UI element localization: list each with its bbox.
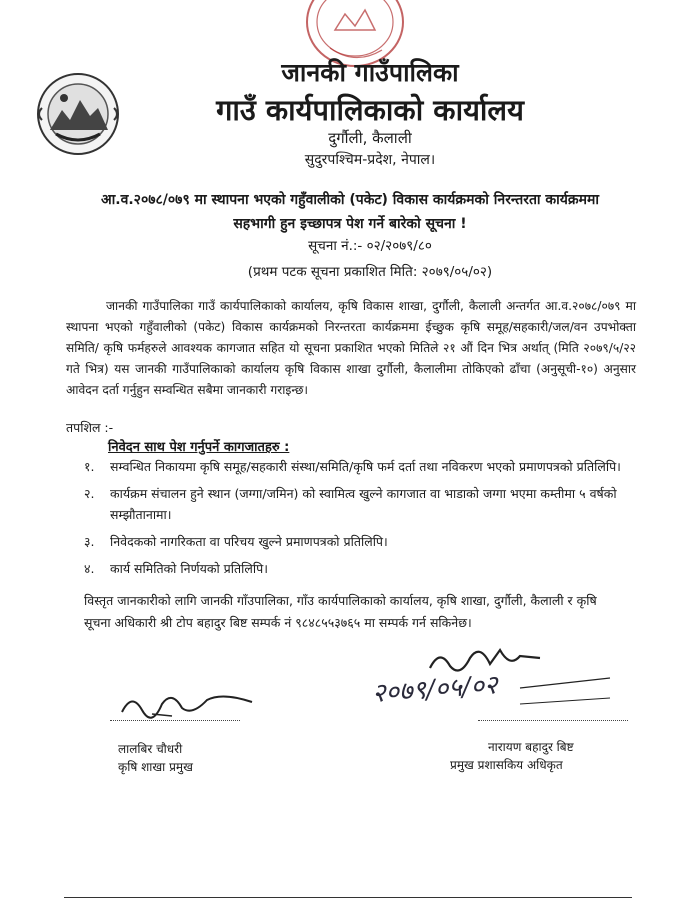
province-line: सुदुरपश्चिम-प्रदेश, नेपाल। — [304, 152, 436, 168]
office-address: दुर्गौली, कैलाली — [328, 129, 412, 147]
list-item-text: निवेदकको नागरिकता वा परिचय खुल्ने प्रमाणपत्रको प्रतिलिपि। — [110, 534, 388, 549]
left-signature-line — [110, 720, 240, 721]
documents-list — [84, 456, 644, 585]
left-signatory-title: कृषि शाखा प्रमुख — [118, 760, 193, 774]
details-label: तपशिल :- — [66, 420, 114, 435]
subject-line-2: सहभागी हुन इच्छापत्र पेश गर्ने बारेको सूचना ! — [233, 216, 467, 232]
notice-body: जानकी गाउँपालिका गाउँ कार्यपालिकाको कार्यालय, कृषि विकास शाखा, दुर्गौली, कैलाली अन्तर्गत आ.व.२०७८/०७९ मा स्थापना भएको गहुँवालीको (पकेट) विकास कार्यक्रमको निरन्तरता कार्यक्रममा ईच्छुक कृषि समूह/सहकारी/जल/वन उपभोक्ता समिति/ कृषि फर्महरुले आवश्यक कागजात सहित यो सूचना प्रकाशित भएको मितिले २१ औं दिन भित्र अर्थात् (मिति २०७९/५/२२ गते भित्र) यस जानकी गाउँपालिकाको कार्यालय कृषि विकास शाखा दुर्गौली, कैलालीमा तोकिएको ढाँचा (अनुसूची-१०) अनुसार आवेदन दर्ता गर्नुहुन सम्वन्धित सबैमा जानकारी गराइन्छ। — [66, 299, 636, 397]
left-signatory-name: लालबिर चौधरी — [118, 742, 183, 756]
list-item-text: कार्यक्रम संचालन हुने स्थान (जग्गा/जमिन) को स्वामित्व खुल्ने कागजात वा भाडाको जग्गा भएमा कम्तीमा ५ वर्षको सम्झौतानामा। — [110, 486, 617, 522]
list-item — [84, 456, 644, 477]
list-item — [84, 531, 644, 552]
right-signatory-title: प्रमुख प्रशासकिय अधिकृत — [450, 758, 563, 772]
list-item — [84, 483, 644, 525]
list-item — [84, 558, 644, 579]
list-item-text: सम्वन्धित निकायमा कृषि समूह/सहकारी संस्था/समिति/कृषि फर्म दर्ता तथा नविकरण भएको प्रमाणपत्रको प्रतिलिपि। — [110, 459, 621, 474]
notice-subject — [40, 188, 660, 236]
documents-heading: निवेदन साथ पेश गर्नुपर्ने कागजातहरु : — [108, 440, 290, 455]
footer-rule — [64, 897, 632, 898]
list-item-text: कार्य समितिको निर्णयको प्रतिलिपि। — [110, 561, 268, 576]
list-item-number: २. — [84, 486, 95, 501]
nepal-emblem-icon — [36, 72, 120, 156]
publication-date: (प्रथम पटक सूचना प्रकाशित मिति: २०७९/०५/०२) — [247, 264, 493, 280]
notice-number: सूचना नं.:- ०२/२०७९/८० — [308, 238, 432, 254]
right-signature-line — [478, 720, 628, 721]
closing-paragraph: विस्तृत जानकारीको लागि जानकी गाँउपालिका, गाँउ कार्यपालिकाको कार्यालय, कृषि शाखा, दुर्गौली, कैलाली र कृषि सूचना अधिकारी श्री टोप बहादुर बिष्ट सम्पर्क नं ९८४८५५३७६५ मा सम्पर्क गर्न सकिनेछ। — [84, 593, 597, 630]
list-item-number: ३. — [84, 534, 95, 549]
subject-line-1: आ.व.२०७८/०७९ मा स्थापना भएको गहुँवालीको (पकेट) विकास कार्यक्रमको निरन्तरता कार्यक्रममा — [100, 192, 600, 208]
municipality-name: जानकी गाउँपालिका — [281, 58, 459, 87]
office-name: गाउँ कार्यपालिकाको कार्यालय — [216, 93, 524, 127]
handwritten-date: २०७९/०५/०२ — [371, 670, 499, 709]
right-signatory-name: नारायण बहादुर बिष्ट — [488, 740, 574, 754]
list-item-number: १. — [84, 459, 95, 474]
list-item-number: ४. — [84, 561, 95, 576]
left-signature-icon — [112, 682, 262, 722]
